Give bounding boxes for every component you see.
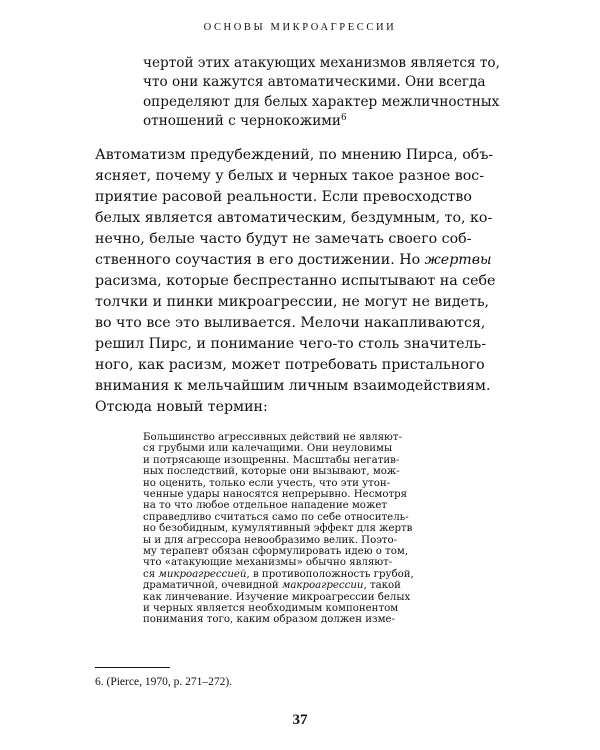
body-line: Отсюда новый термин: [95, 399, 268, 415]
quote-line [143, 581, 401, 591]
quote-line: но оценить, только если учесть, что эти утон- [143, 477, 391, 489]
quote-line: что «атакующие механизмы» обычно являют- [143, 557, 393, 569]
body-line: во что все это выливается. Мелочи накапливаются, [95, 315, 486, 331]
body-line [95, 253, 492, 267]
body-text: ственного соучастия в его достижении. Но [95, 252, 421, 268]
quote-line: Большинство агрессивных действий не являют- [143, 432, 402, 443]
quote-line: как линчевание. Изучение микроагрессии белых [143, 591, 411, 603]
body-line: ного, как расизм, может потребовать пристального [95, 357, 485, 373]
quote-line: но безобидным, кумулятивный эффект для жертв [143, 523, 413, 535]
quote-line: му терапевт обязан сформулировать идею о том, [143, 546, 409, 557]
body-line: нечно, белые часто будут не замечать своего соб- [95, 231, 472, 247]
footnote-divider [95, 667, 170, 668]
quote-line: справедливо считаться само по себе относитель- [143, 511, 409, 523]
quote-line: определяют для белых характер межличностных [143, 94, 500, 110]
quote-line: на то что любое отдельное нападение может [143, 500, 387, 512]
page-number: 37 [292, 712, 308, 728]
body-line: белых является автоматическим, бездумным, то, ко- [95, 210, 493, 226]
quote-line: что они кажутся автоматическими. Они всегда [143, 74, 486, 90]
quote-line: чертой этих атакующих механизмов является то, [143, 55, 500, 71]
running-head: ОСНОВЫ МИКРОАГРЕССИИ [203, 22, 397, 33]
emphasis-text: жертвы [424, 252, 492, 268]
quote-line: ченные удары наносятся непрерывно. Несмотря [143, 489, 408, 500]
quote-line [143, 570, 414, 580]
quote-text: ся [143, 568, 156, 580]
body-line: ясняет, почему у белых и черных такое разное вос- [95, 168, 484, 184]
quote-line [143, 115, 347, 129]
quote-line: понимания того, каким образом должен изме- [143, 614, 395, 626]
quote-line: ся грубыми или калечащими. Они неуловимы [143, 443, 393, 455]
quote-line: ных последствий, которые они вызывают, мож- [143, 466, 400, 478]
emphasis-text: макроагрессии [281, 580, 364, 592]
quote-text: , такой [363, 580, 401, 592]
quote-text: отношений с чернокожими [143, 113, 341, 129]
body-line: Автоматизм предубеждений, по мнению Пирса, объ- [95, 147, 494, 163]
body-line: расизма, которые беспрестанно испытывают на себе [95, 273, 496, 289]
footnote-reference: 6 [340, 113, 347, 123]
quote-text: , в противоположность грубой, [246, 568, 414, 580]
body-line: решил Пирс, и понимание чего-то столь значитель- [95, 336, 487, 352]
body-line: толчки и пинки микроагрессии, не могут не видеть, [95, 294, 490, 310]
footnote: 6. (Pierce, 1970, p. 271–272). [95, 676, 233, 688]
quote-line: ы и для агрессора невообразимо велик. Поэто- [143, 534, 398, 546]
body-line: приятие расовой реальности. Если превосходство [95, 189, 472, 205]
quote-text: драматичной, очевидной [143, 580, 279, 592]
body-line: внимания к мельчайшим личным взаимодействиям. [95, 378, 491, 394]
quote-line: и потрясающе изощренны. Масштабы негатив- [143, 454, 400, 466]
quote-line: и черных является необходимым компонентом [143, 603, 399, 614]
emphasis-text: микроагрессией [158, 568, 247, 580]
